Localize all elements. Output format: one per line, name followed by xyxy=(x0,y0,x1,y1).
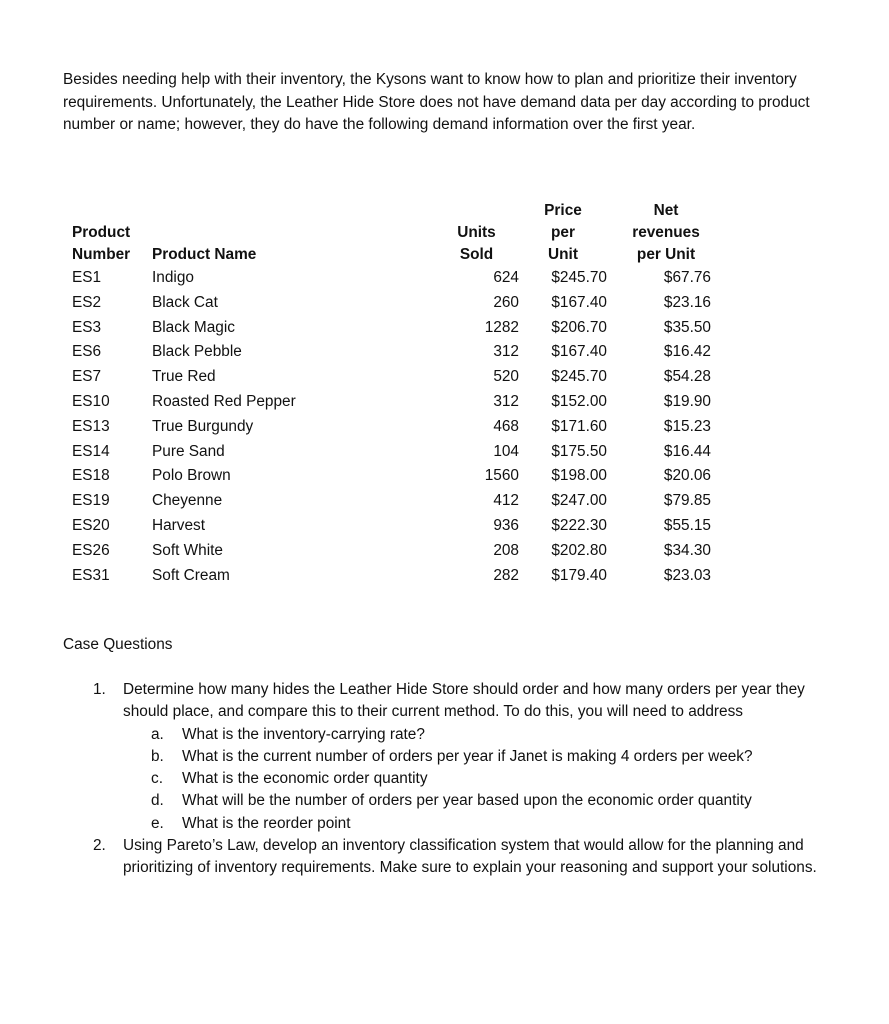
cell-product-name: Indigo xyxy=(152,269,194,286)
cell-net-revenues: $15.23 xyxy=(663,417,711,435)
cell-net-revenues: $16.42 xyxy=(663,343,711,361)
cell-price-per-unit: $167.40 xyxy=(551,293,607,311)
cell-net-revenues: $20.06 xyxy=(663,467,711,485)
cell-units-sold: 412 xyxy=(493,492,519,510)
cell-product-number: ES18 xyxy=(72,467,110,485)
cell-price-per-unit: $175.50 xyxy=(551,442,607,460)
cell-price-per-unit: $202.80 xyxy=(551,541,607,559)
cell-units-sold: 312 xyxy=(493,343,519,361)
cell-units-sold: 1282 xyxy=(484,318,519,336)
table-row xyxy=(63,291,723,316)
table-row xyxy=(63,564,723,589)
cell-net-revenues: $16.44 xyxy=(663,442,711,460)
question-item xyxy=(88,835,838,880)
header-line: per xyxy=(551,224,575,241)
sub-question-letter: e. xyxy=(151,814,164,832)
table-row xyxy=(63,514,723,539)
cell-product-name: Pure Sand xyxy=(152,442,225,460)
header-line: revenues xyxy=(632,224,700,241)
sub-question-text: What is the inventory-carrying rate? xyxy=(182,725,425,743)
cell-price-per-unit: $247.00 xyxy=(551,492,607,510)
table-row xyxy=(63,489,723,514)
sub-question-item xyxy=(151,813,838,835)
header-line: Net xyxy=(653,202,679,219)
sub-question-text: What is the reorder point xyxy=(182,814,351,832)
case-questions-list xyxy=(88,679,838,880)
cell-product-name: Cheyenne xyxy=(152,492,223,510)
cell-product-number: ES6 xyxy=(72,343,102,361)
cell-product-number: ES1 xyxy=(72,269,102,286)
cell-product-number: ES3 xyxy=(72,318,102,336)
intro-paragraph: Besides needing help with their inventory, the Kysons want to know how to plan and prioritize their inventory requirements. Unfortunately, the Leather Hide Store does not have demand data per day according to product number or name; however, they do have the following demand information over the first year. xyxy=(63,71,810,133)
question-text: Determine how many hides the Leather Hide Store should order and how many orders per year they should place, and compare this to their current method. To do this, you will need to address xyxy=(123,681,805,721)
cell-product-number: ES20 xyxy=(72,516,110,534)
sub-question-letter: c. xyxy=(151,770,163,788)
sub-question-letter: a. xyxy=(151,725,164,743)
sub-question-item xyxy=(151,746,838,768)
question-text: Using Pareto’s Law, develop an inventory classification system that would allow for the planning and prioritizing of inventory requirements. Make sure to explain your reasoning and support your solutions. xyxy=(123,837,817,877)
cell-net-revenues: $67.76 xyxy=(663,269,711,286)
cell-units-sold: 260 xyxy=(493,293,519,311)
sub-question-item xyxy=(151,768,838,790)
cell-net-revenues: $35.50 xyxy=(663,318,711,336)
table-row xyxy=(63,365,723,390)
header-units-sold xyxy=(392,200,519,266)
sub-question-list xyxy=(123,724,838,835)
header-line: Units xyxy=(457,224,496,241)
cell-units-sold: 624 xyxy=(493,269,519,286)
cell-product-number: ES19 xyxy=(72,492,110,510)
sub-question-letter: d. xyxy=(151,792,164,810)
cell-product-name: Black Pebble xyxy=(152,343,242,361)
table-row xyxy=(63,390,723,415)
header-line: Sold xyxy=(459,246,494,263)
cell-price-per-unit: $152.00 xyxy=(551,392,607,410)
table-row xyxy=(63,316,723,341)
cell-net-revenues: $23.16 xyxy=(663,293,711,311)
cell-price-per-unit: $206.70 xyxy=(551,318,607,336)
cell-units-sold: 282 xyxy=(493,566,519,584)
header-product-number xyxy=(63,200,152,266)
header-line: Product xyxy=(72,224,131,241)
cell-product-name: Soft Cream xyxy=(152,566,230,584)
cell-price-per-unit: $167.40 xyxy=(551,343,607,361)
cell-units-sold: 104 xyxy=(493,442,519,460)
table-row xyxy=(63,440,723,465)
cell-product-name: Polo Brown xyxy=(152,467,231,485)
cell-product-name: Harvest xyxy=(152,516,206,534)
header-line: Unit xyxy=(548,246,578,263)
demand-table xyxy=(63,200,723,588)
question-number: 2. xyxy=(93,837,106,855)
sub-question-item xyxy=(151,790,838,812)
cell-net-revenues: $19.90 xyxy=(663,392,711,410)
cell-price-per-unit: $179.40 xyxy=(551,566,607,584)
sub-question-text: What is the current number of orders per year if Janet is making 4 orders per week? xyxy=(182,747,753,765)
question-item xyxy=(88,679,838,835)
cell-net-revenues: $79.85 xyxy=(663,492,711,510)
header-net-revenues xyxy=(621,200,723,266)
cell-product-name: Roasted Red Pepper xyxy=(152,392,296,410)
cell-net-revenues: $54.28 xyxy=(663,368,711,386)
cell-price-per-unit: $171.60 xyxy=(551,417,607,435)
cell-product-number: ES13 xyxy=(72,417,110,435)
cell-price-per-unit: $245.70 xyxy=(551,269,607,286)
cell-price-per-unit: $222.30 xyxy=(551,516,607,534)
table-row xyxy=(63,415,723,440)
sub-question-text: What will be the number of orders per year based upon the economic order quantity xyxy=(182,792,752,810)
cell-net-revenues: $34.30 xyxy=(663,541,711,559)
cell-product-number: ES26 xyxy=(72,541,110,559)
cell-units-sold: 468 xyxy=(493,417,519,435)
table-header-row xyxy=(63,200,723,266)
cell-product-number: ES2 xyxy=(72,293,102,311)
header-line: Price xyxy=(544,202,582,219)
table-row xyxy=(63,464,723,489)
cell-net-revenues: $55.15 xyxy=(663,516,711,534)
cell-net-revenues: $23.03 xyxy=(663,566,711,584)
cell-product-number: ES10 xyxy=(72,392,110,410)
header-price-per-unit xyxy=(519,200,621,266)
sub-question-letter: b. xyxy=(151,747,164,765)
cell-product-number: ES31 xyxy=(72,566,110,584)
cell-product-name: Black Magic xyxy=(152,318,235,336)
table-row xyxy=(63,266,723,291)
header-line: Number xyxy=(72,246,131,263)
cell-product-name: True Red xyxy=(152,368,216,386)
cell-units-sold: 520 xyxy=(493,368,519,386)
header-product-name: Product Name xyxy=(152,246,257,263)
table-row xyxy=(63,539,723,564)
cell-units-sold: 1560 xyxy=(484,467,519,485)
cell-price-per-unit: $245.70 xyxy=(551,368,607,386)
cell-units-sold: 936 xyxy=(493,516,519,534)
case-questions-title: Case Questions xyxy=(63,636,173,653)
cell-units-sold: 208 xyxy=(493,541,519,559)
cell-product-name: Black Cat xyxy=(152,293,218,311)
sub-question-text: What is the economic order quantity xyxy=(182,770,428,788)
table-body xyxy=(63,266,723,588)
cell-product-number: ES14 xyxy=(72,442,110,460)
sub-question-item xyxy=(151,724,838,746)
cell-product-number: ES7 xyxy=(72,368,102,386)
cell-price-per-unit: $198.00 xyxy=(551,467,607,485)
cell-product-name: True Burgundy xyxy=(152,417,254,435)
header-line: per Unit xyxy=(636,246,696,263)
cell-units-sold: 312 xyxy=(493,392,519,410)
cell-product-name: Soft White xyxy=(152,541,223,559)
question-number: 1. xyxy=(93,681,106,698)
table-row xyxy=(63,340,723,365)
